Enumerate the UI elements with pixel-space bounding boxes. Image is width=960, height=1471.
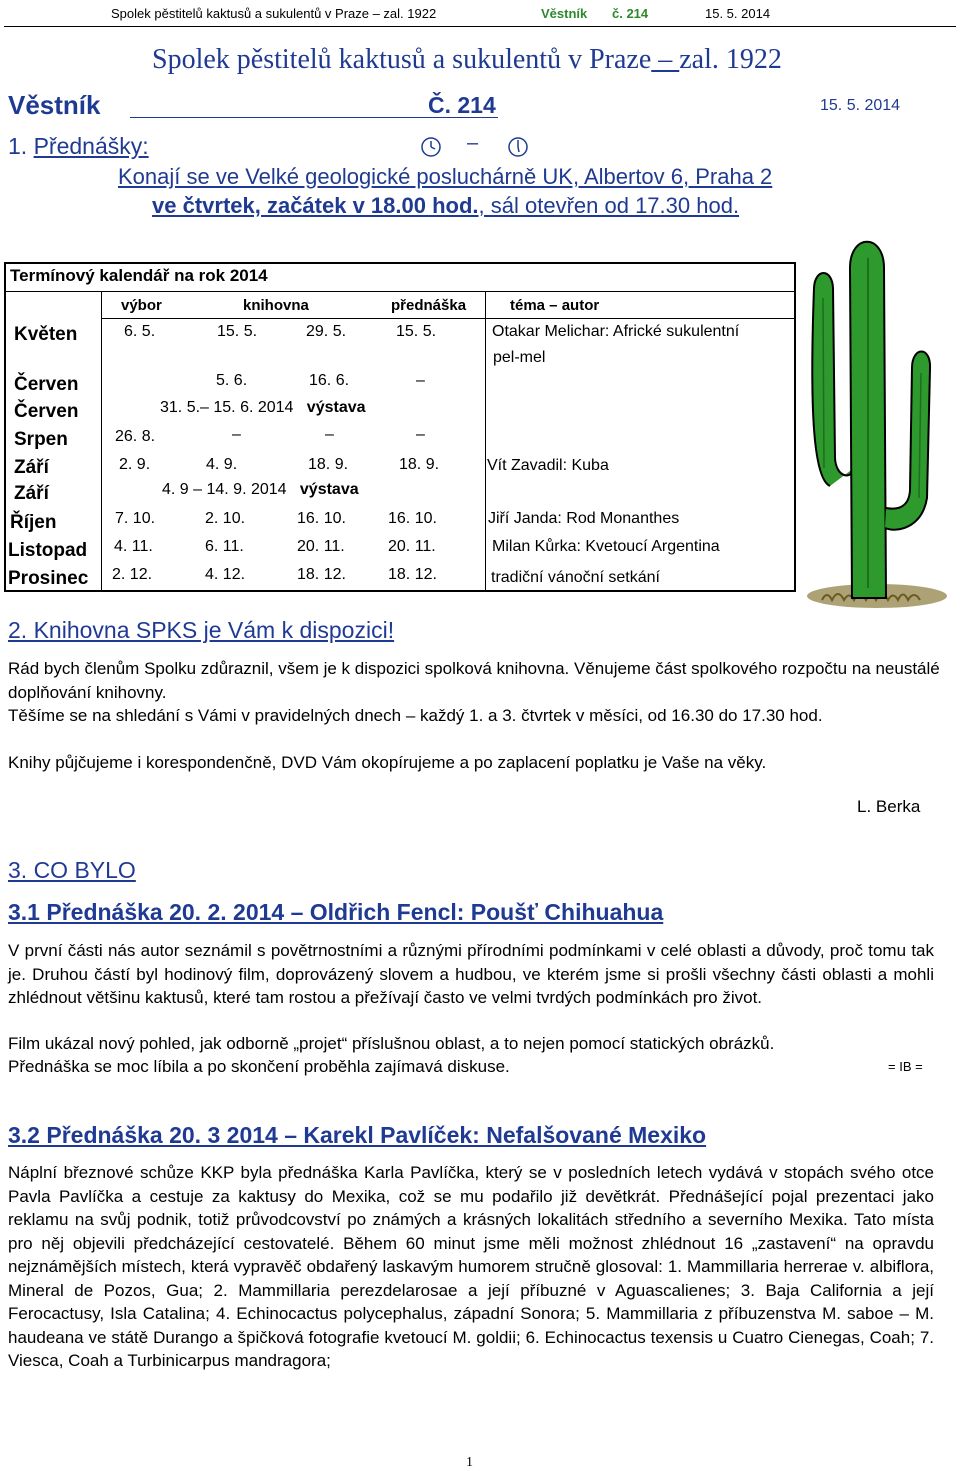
month-cell: Září [14,457,49,478]
date-knihovna: 2. 10. [205,510,246,527]
section-3-2-heading: 3.2 Přednáška 20. 3 2014 – Karekl Pavlíček: Nefalšované Mexiko [8,1122,707,1148]
tema-cell-line2: pel-mel [493,349,546,366]
section-3-1-signature: = IB = [888,1059,923,1074]
tema-cell: Milan Kůrka: Kvetoucí Argentina [492,538,720,555]
date-vybor: 2. 9. [119,456,151,473]
lectures-venue: Konají se ve Velké geologické posluchárně UK, Albertov 6, Praha 2 [118,164,773,189]
date-knihovna-2: 18. 12. [297,566,346,583]
col-knihovna: knihovna [243,297,309,314]
tema-cell: tradiční vánoční setkání [491,569,660,586]
date-prednaska: 18. 9. [399,456,440,473]
date-knihovna: – [232,426,241,443]
month-cell: Prosinec [8,568,89,589]
running-header-org: Spolek pěstitelů kaktusů a sukulentů v Praze – zal. 1922 [111,6,437,21]
col-vybor: výbor [121,297,162,314]
date-knihovna-2: 18. 9. [308,456,349,473]
library-heading: 2. Knihovna SPKS je Vám k dispozici! [8,617,395,643]
month-cell: Červen [14,401,79,422]
month-cell: Srpen [14,429,68,450]
clock-dash: – [467,132,479,154]
date-knihovna-2: 16. 10. [297,510,346,527]
month-cell: Červen [14,374,79,395]
date-knihovna: 6. 11. [205,538,244,555]
date-knihovna: 15. 5. [217,323,258,340]
date-prednaska: – [416,372,425,389]
library-paragraph: Knihy půjčujeme i korespondenčně, DVD Vám okopírujeme a po zaplacení poplatku je Vaše na věky. [8,753,767,772]
date-prednaska: 16. 10. [388,510,437,527]
month-cell: Listopad [8,540,88,561]
date-knihovna: 4. 9. [206,456,238,473]
section-3-1-paragraph: Přednáška se moc líbila a po skončení proběhla zajímavá diskuse. [8,1057,510,1076]
col-prednaska: přednáška [391,297,467,314]
cobylo-heading: 3. CO BYLO [8,857,136,883]
month-cell: Září [14,483,49,504]
month-cell: Květen [14,324,78,345]
date-knihovna: 5. 6. [216,372,248,389]
page-number: 1 [466,1455,473,1470]
date-knihovna-2: – [325,426,334,443]
date-vybor: 7. 10. [115,510,156,527]
date-vybor: 26. 8. [115,428,156,445]
cactus-illustration [802,228,952,613]
date-knihovna-2: 29. 5. [306,323,347,340]
date-prednaska: 15. 5. [396,323,437,340]
clock-icon [507,136,529,163]
library-paragraph: Těšíme se na shledání s Vámi v pravidelných dnech – každý 1. a 3. čtvrtek v měsíci, od 16.30 do 17.30 hod. [8,706,823,725]
running-header-number: č. 214 [612,6,649,21]
tema-cell: Otakar Melichar: Africké sukulentní [492,323,740,340]
tema-cell: Jiří Janda: Rod Monanthes [488,510,680,527]
lectures-time: ve čtvrtek, začátek v 18.00 hod., sál otevřen od 17.30 hod. [152,193,740,218]
date-prednaska: 18. 12. [388,566,437,583]
header-divider [4,26,956,27]
masthead-vestnik: Věstník [8,90,101,120]
exhibition-note: 4. 9 – 14. 9. 2014 výstava [162,481,359,498]
date-vybor: 4. 11. [114,538,153,555]
exhibition-note: 31. 5.– 15. 6. 2014 výstava [160,399,366,416]
calendar-table [4,262,796,592]
running-header-date: 15. 5. 2014 [705,6,771,21]
tema-cell: Vít Zavadil: Kuba [487,457,609,474]
masthead-number: Č. 214 [428,92,496,118]
running-header-vestnik: Věstník [541,6,588,21]
lectures-heading: 1. Přednášky: [8,133,149,159]
masthead-title: Spolek pěstitelů kaktusů a sukulentů v Praze – zal. 1922 [152,44,782,75]
calendar-title: Termínový kalendář na rok 2014 [10,266,268,285]
section-3-1-heading: 3.1 Přednáška 20. 2. 2014 – Oldřich Fencl: Poušť Chihuahua [8,899,664,925]
clock-icon [420,136,442,163]
date-knihovna-2: 20. 11. [297,538,345,555]
month-cell: Říjen [10,512,57,533]
date-knihovna-2: 16. 6. [309,372,350,389]
date-vybor: 6. 5. [124,323,156,340]
section-3-1-paragraph: Film ukázal nový pohled, jak odborně „projet“ příslušnou oblast, a to nejen pomocí statických obrázků. [8,1034,775,1053]
library-signature: L. Berka [857,797,921,816]
col-tema: téma – autor [510,297,600,314]
date-prednaska: 20. 11. [388,538,436,555]
section-3-1-paragraph: V první části nás autor seznámil s povětrnostními a různými přírodními podmínkami v celé oblasti a důvody, proč tomu tak je. Druhou částí byl hodinový film, doprovázený slovem a hudbou, ve kterém jsme si prošli všechny části oblasti a mohli zhlédnout většinu kaktusů, které tam rostou a přežívají často ve velmi tvrdých podmínkách pro život. [8,941,934,1007]
date-prednaska: – [416,426,425,443]
date-vybor: 2. 12. [112,566,153,583]
date-knihovna: 4. 12. [205,566,246,583]
library-paragraph: Rád bych členům Spolku zdůraznil, všem je k dispozici spolková knihovna. Věnujeme část spolkového rozpočtu na neustálé doplňování knihovny. [8,659,940,702]
section-3-2-paragraph: Náplní březnové schůze KKP byla přednáška Karla Pavlíčka, který se v posledních letech vydává v stopách svého otce Pavla Pavlíčka a cestuje za kaktusy do Mexika, což se mu podařilo již devětkrát. Přednášející pojal prezentaci jako reklamu na svůj podnik, totiž průvodcovství po známých a krásných lokalitách středního a severního Mexika. Tato místa pro něj objevili předcházející cestovatelé. Během 60 minut jsme měli možnost zhlédnout 16 „zastavení“ na opravdu nejznámějších místech, která vypravěč obdařený laskavým humorem stručně glosoval: 1. Mammillaria herrerae v. albiflora, Mineral de Pozos, Gua; 2. Mammillaria perezdelarosae a její příbuzné v Aguascalienes; 3. Baja California a její Ferocactusy, Isla Catalina; 4. Echinocactus polycephalus, západní Sonora; 5. Mammillaria z příbuzenstva M. saboe – M. haudeana ve státě Durango a špičková fotografie kvetoucí M. goldii; 6. Echinocactus texensis u Cuatro Cienegas, Coah; 7. Viesca, Coah a Turbinicarpus mandragora; [8,1163,934,1370]
masthead-date: 15. 5. 2014 [820,97,901,114]
